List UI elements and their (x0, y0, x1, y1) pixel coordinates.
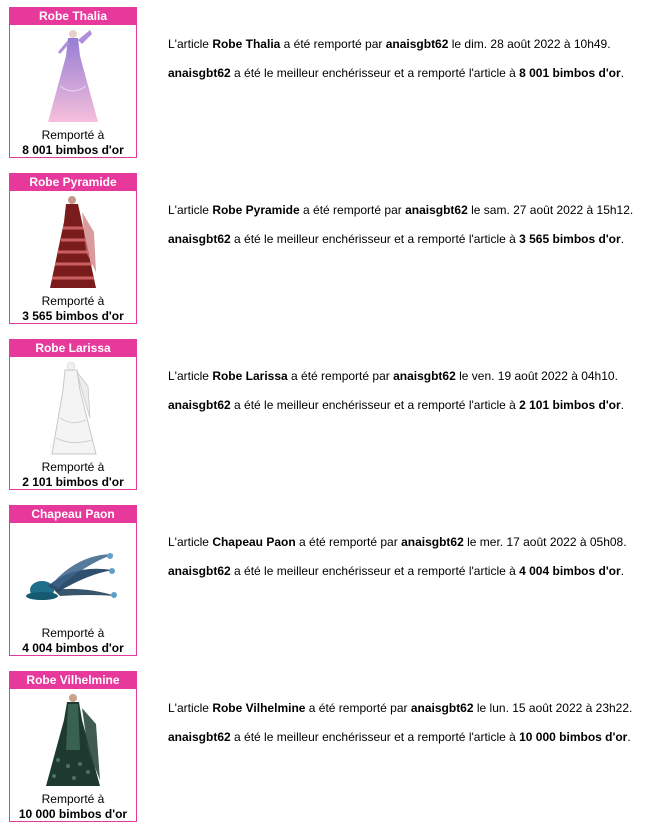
auction-row (9, 505, 649, 663)
auction-result (168, 730, 631, 744)
result-text: a été le meilleur enchérisseur et a remporté l'article à (230, 730, 520, 744)
item-name: Robe Larissa (212, 369, 288, 383)
auction-result (168, 398, 624, 412)
winner-name: anaisgbt62 (168, 398, 231, 412)
auction-date: le sam. 27 août 2022 à 15h12. (467, 203, 634, 217)
result-text: . (620, 398, 625, 412)
auction-summary (168, 203, 633, 217)
result-price: 10 000 bimbos d'or (519, 730, 628, 744)
auction-result (168, 66, 624, 80)
winner-name: anaisgbt62 (401, 535, 464, 549)
pyramide-dress-icon (10, 192, 136, 292)
auction-date: le ven. 19 août 2022 à 04h10. (455, 369, 618, 383)
larissa-dress-icon (10, 358, 136, 458)
auction-result (168, 564, 624, 578)
item-name: Chapeau Paon (212, 535, 296, 549)
won-price (10, 294, 136, 324)
summary-text: L'article (168, 369, 213, 383)
item-title: Chapeau Paon (10, 506, 136, 523)
result-text: a été le meilleur enchérisseur et a remporté l'article à (230, 66, 520, 80)
summary-text: a été remporté par (280, 37, 386, 51)
summary-text: L'article (168, 203, 213, 217)
won-price (10, 626, 136, 656)
auction-row (9, 173, 649, 331)
winner-name: anaisgbt62 (410, 701, 474, 715)
auction-date: le dim. 28 août 2022 à 10h49. (448, 37, 611, 51)
auction-summary (168, 37, 611, 51)
result-text: . (620, 232, 625, 246)
won-label: Remporté à (41, 294, 105, 308)
won-amount: 3 565 bimbos d'or (22, 309, 124, 323)
auction-row (9, 339, 649, 497)
result-text: a été le meilleur enchérisseur et a remporté l'article à (230, 398, 520, 412)
item-card[interactable] (9, 505, 137, 656)
item-card[interactable] (9, 671, 137, 822)
item-title: Robe Larissa (10, 340, 136, 357)
winner-name: anaisgbt62 (168, 66, 231, 80)
item-name: Robe Thalia (212, 37, 281, 51)
item-card[interactable] (9, 7, 137, 158)
auction-date: le lun. 15 août 2022 à 23h22. (473, 701, 633, 715)
won-label: Remporté à (41, 626, 105, 640)
winner-name: anaisgbt62 (168, 232, 231, 246)
result-price: 2 101 bimbos d'or (519, 398, 621, 412)
result-text: a été le meilleur enchérisseur et a remporté l'article à (230, 564, 520, 578)
vilhelmine-dress-icon (10, 690, 136, 790)
item-name: Robe Vilhelmine (212, 701, 306, 715)
winner-name: anaisgbt62 (385, 37, 449, 51)
won-price (10, 792, 136, 822)
peacock-hat-icon (10, 524, 136, 624)
result-price: 3 565 bimbos d'or (519, 232, 621, 246)
item-name: Robe Pyramide (212, 203, 300, 217)
result-price: 8 001 bimbos d'or (519, 66, 621, 80)
result-text: . (627, 730, 631, 744)
summary-text: L'article (168, 535, 213, 549)
auction-row (9, 671, 649, 829)
winner-name: anaisgbt62 (168, 564, 231, 578)
summary-text: a été remporté par (295, 535, 402, 549)
summary-text: L'article (168, 701, 213, 715)
item-title: Robe Pyramide (10, 174, 136, 191)
won-label: Remporté à (41, 792, 105, 806)
auction-result (168, 232, 624, 246)
item-title: Robe Thalia (10, 8, 136, 25)
won-amount: 8 001 bimbos d'or (22, 143, 124, 157)
won-price (10, 128, 136, 158)
item-card[interactable] (9, 173, 137, 324)
auction-date: le mer. 17 août 2022 à 05h08. (463, 535, 627, 549)
result-price: 4 004 bimbos d'or (519, 564, 621, 578)
auction-summary (168, 369, 618, 383)
won-price (10, 460, 136, 490)
summary-text: a été remporté par (287, 369, 394, 383)
item-card[interactable] (9, 339, 137, 490)
won-amount: 10 000 bimbos d'or (18, 807, 128, 821)
summary-text: a été remporté par (299, 203, 406, 217)
won-label: Remporté à (41, 128, 105, 142)
thalia-dress-icon (10, 26, 136, 126)
auction-row (9, 7, 649, 165)
auction-summary (168, 701, 632, 715)
winner-name: anaisgbt62 (393, 369, 456, 383)
summary-text: L'article (168, 37, 213, 51)
result-text: . (620, 564, 625, 578)
auction-summary (168, 535, 627, 549)
won-amount: 4 004 bimbos d'or (22, 641, 124, 655)
summary-text: a été remporté par (305, 701, 411, 715)
item-title: Robe Vilhelmine (10, 672, 136, 689)
won-amount: 2 101 bimbos d'or (22, 475, 124, 489)
result-text: a été le meilleur enchérisseur et a remporté l'article à (230, 232, 520, 246)
winner-name: anaisgbt62 (168, 730, 231, 744)
winner-name: anaisgbt62 (405, 203, 468, 217)
won-label: Remporté à (41, 460, 105, 474)
result-text: . (620, 66, 625, 80)
